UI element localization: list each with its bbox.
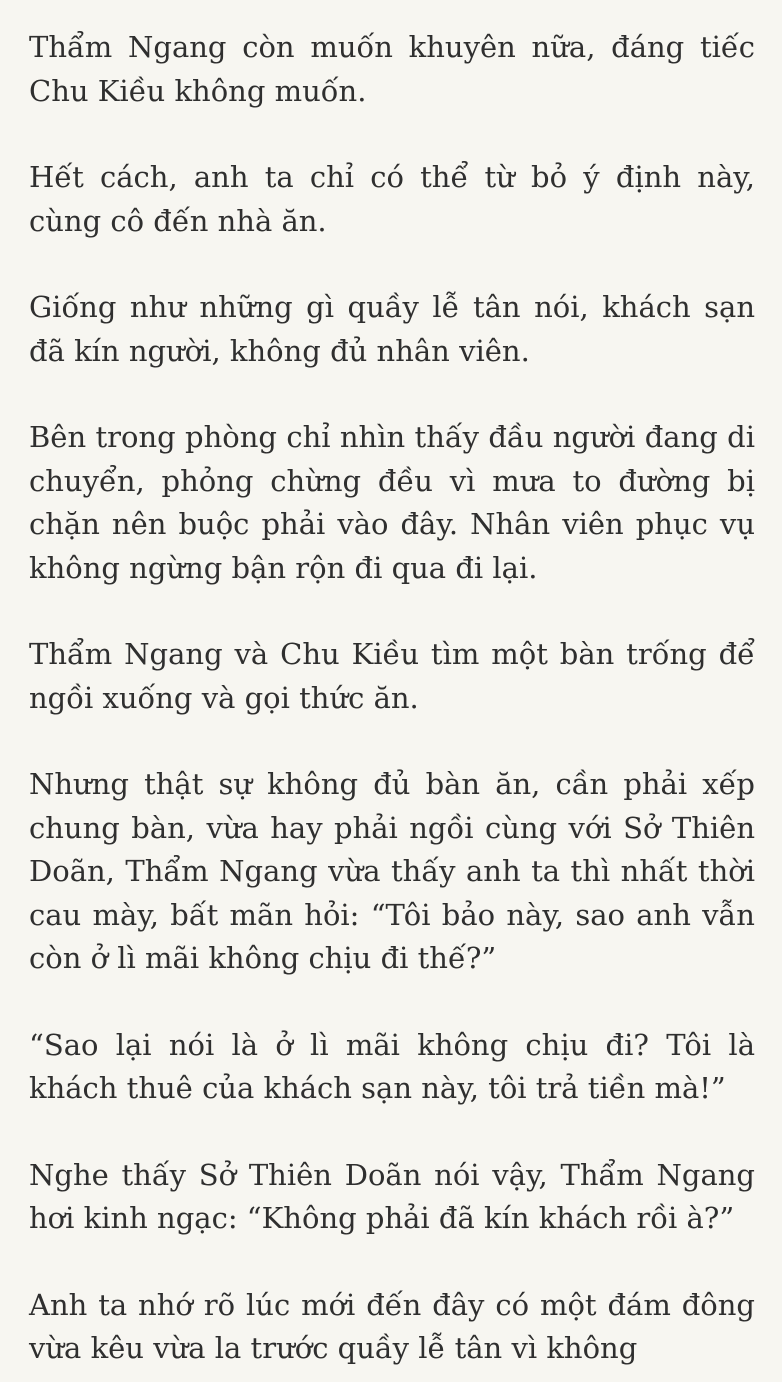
paragraph-8: Nghe thấy Sở Thiên Doãn nói vậy, Thẩm Ngang hơi kinh ngạc: “Không phải đã kín khách rồi à?” [29,1157,755,1235]
paragraph-6: Nhưng thật sự không đủ bàn ăn, cần phải xếp chung bàn, vừa hay phải ngồi cùng với Sở Thiên Doãn, Thẩm Ngang vừa thấy anh ta thì nhất thời cau mày, bất mãn hỏi: “Tôi bảo này, sao anh vẫn còn ở lì mãi không chịu đi thế?” [29,767,755,975]
paragraph-1: Thẩm Ngang còn muốn khuyên nữa, đáng tiếc Chu Kiều không muốn. [29,30,755,108]
paragraph-2: Hết cách, anh ta chỉ có thể từ bỏ ý định này, cùng cô đến nhà ăn. [29,160,755,238]
paragraph-7: “Sao lại nói là ở lì mãi không chịu đi? Tôi là khách thuê của khách sạn này, tôi trả tiền mà!” [29,1027,755,1105]
paragraph-3: Giống như những gì quầy lễ tân nói, khách sạn đã kín người, không đủ nhân viên. [29,290,755,368]
paragraph-5: Thẩm Ngang và Chu Kiều tìm một bàn trống để ngồi xuống và gọi thức ăn. [29,637,755,715]
paragraph-9: Anh ta nhớ rõ lúc mới đến đây có một đám đông vừa kêu vừa la trước quầy lễ tân vì không [29,1287,755,1365]
paragraph-4: Bên trong phòng chỉ nhìn thấy đầu người đang di chuyển, phỏng chừng đều vì mưa to đường bị chặn nên buộc phải vào đây. Nhân viên phục vụ không ngừng bận rộn đi qua đi lại. [29,420,755,585]
